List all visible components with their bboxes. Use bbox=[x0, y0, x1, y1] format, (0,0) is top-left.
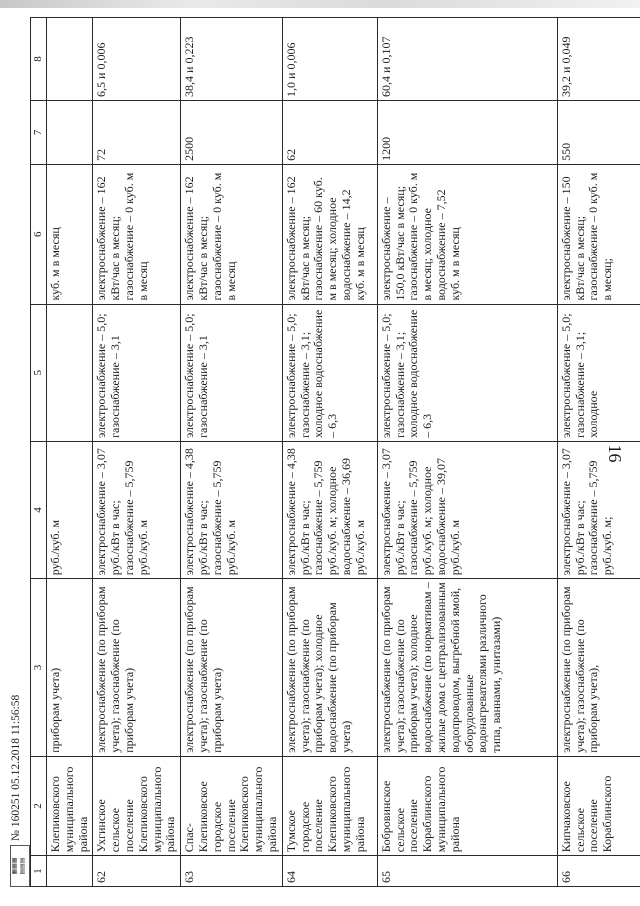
column-header: 7 bbox=[31, 100, 47, 164]
cell-basis: электроснабжение (по приборам учета); газоснабжение (по приборам учета), bbox=[557, 579, 640, 757]
document-stamp-icon: ▦▦▦ ▤▤▤ bbox=[10, 845, 30, 887]
column-header: 8 bbox=[31, 18, 47, 101]
cell-count bbox=[47, 100, 93, 164]
cell-municipality: Спас-Клепиковское городское поселение Клепиковского муниципального района bbox=[181, 756, 283, 855]
cell-municipality: Тумское городское поселение Клепиковского муниципального района bbox=[282, 756, 377, 855]
cell-basis: электроснабжение (по приборам учета); газоснабжение (по приборам учета) bbox=[93, 579, 181, 757]
cell-tariff: электроснабжение – 4,38 руб./кВт в час; газоснабжение – 5,759 руб./куб. м bbox=[181, 441, 283, 578]
cell-num bbox=[47, 856, 93, 887]
cell-num: 62 bbox=[93, 856, 181, 887]
table-row bbox=[181, 18, 283, 887]
cell-share: 39,2 и 0,049 bbox=[557, 18, 640, 101]
cell-municipality: Бобровинское сельское поселение Кораблинского муниципального района bbox=[377, 756, 557, 855]
cell-share: 38,4 и 0,223 bbox=[181, 18, 283, 101]
column-header: 5 bbox=[31, 304, 47, 441]
cell-norm: электроснабжение – 5,0; газоснабжение – 3,1 bbox=[93, 304, 181, 441]
column-header: 2 bbox=[31, 756, 47, 855]
tariff-table bbox=[30, 17, 640, 887]
cell-share: 60,4 и 0,107 bbox=[377, 18, 557, 101]
header-row bbox=[31, 18, 47, 887]
cell-count: 550 bbox=[557, 100, 640, 164]
page-number: 16 bbox=[605, 444, 625, 463]
table-row bbox=[93, 18, 181, 887]
cell-count: 1200 bbox=[377, 100, 557, 164]
cell-volume: электроснабжение – 162 кВт/час в месяц; газоснабжение – 0 куб. м в месяц bbox=[181, 164, 283, 304]
cell-share bbox=[47, 18, 93, 101]
cell-basis: электроснабжение (по приборам учета); газоснабжение (по приборам учета); холодное водоснабжение (по нормативам – жилые дома с централизованным водопроводом, выгребной ямой, оборудованные водонагревателями различного типа, ваннами, унитазами) bbox=[377, 579, 557, 757]
document-registration-ref: № 160251 05.12.2018 11:56:58 bbox=[10, 694, 22, 841]
cell-volume: электроснабжение – 162 кВт/час в месяц; газоснабжение – 60 куб. м в месяц; холодное водоснабжение – 14,2 куб. м в месяц bbox=[282, 164, 377, 304]
cell-municipality: Ухгинское сельское поселение Клепиковского муниципального района bbox=[93, 756, 181, 855]
cell-norm: электроснабжение – 5,0; газоснабжение – 3,1; холодное водоснабжение – 6,3 bbox=[282, 304, 377, 441]
cell-norm: электроснабжение – 5,0; газоснабжение – 3,1; холодное bbox=[557, 304, 640, 441]
table-row-continued bbox=[47, 18, 93, 887]
cell-basis: приборам учета) bbox=[47, 579, 93, 757]
cell-count: 2500 bbox=[181, 100, 283, 164]
cell-municipality: Клепиковского муниципального района bbox=[47, 756, 93, 855]
column-header: 4 bbox=[31, 441, 47, 578]
cell-volume: куб. м в месяц bbox=[47, 164, 93, 304]
table-row bbox=[282, 18, 377, 887]
cell-norm bbox=[47, 304, 93, 441]
table-row bbox=[377, 18, 557, 887]
cell-count: 72 bbox=[93, 100, 181, 164]
cell-tariff: электроснабжение – 3,07 руб./кВт в час; газоснабжение – 5,759 руб./куб. м bbox=[93, 441, 181, 578]
cell-num: 65 bbox=[377, 856, 557, 887]
cell-count: 62 bbox=[282, 100, 377, 164]
cell-volume: электроснабжение – 150,0 кВт/час в месяц; газоснабжение – 0 куб. м в месяц; холодное водоснабжение – 7,52 куб. м в месяц bbox=[377, 164, 557, 304]
table-row bbox=[557, 18, 640, 887]
cell-norm: электроснабжение – 5,0; газоснабжение – 3,1 bbox=[181, 304, 283, 441]
cell-num: 63 bbox=[181, 856, 283, 887]
cell-tariff: электроснабжение – 3,07 руб./кВт в час; газоснабжение – 5,759 руб./куб. м; bbox=[557, 441, 640, 578]
cell-num: 66 bbox=[557, 856, 640, 887]
cell-share: 1,0 и 0,006 bbox=[282, 18, 377, 101]
cell-basis: электроснабжение (по приборам учета); газоснабжение (по приборам учета) bbox=[181, 579, 283, 757]
cell-basis: электроснабжение (по приборам учета); газоснабжение (по приборам учета); холодное водоснабжение (по приборам учета) bbox=[282, 579, 377, 757]
cell-tariff: руб./куб. м bbox=[47, 441, 93, 578]
cell-num: 64 bbox=[282, 856, 377, 887]
cell-share: 6,5 и 0,006 bbox=[93, 18, 181, 101]
cell-norm: электроснабжение – 5,0; газоснабжение – 3,1; холодное водоснабжение – 6,3 bbox=[377, 304, 557, 441]
cell-volume: электроснабжение – 150 кВт/час в месяц; газоснабжение – 0 куб. м в месяц; bbox=[557, 164, 640, 304]
column-header: 6 bbox=[31, 164, 47, 304]
cell-tariff: электроснабжение – 3,07 руб./кВт в час; газоснабжение – 5,759 руб./куб. м; холодное водоснабжение – 39,07 руб./куб. м bbox=[377, 441, 557, 578]
column-header: 1 bbox=[31, 856, 47, 887]
column-header: 3 bbox=[31, 579, 47, 757]
cell-volume: электроснабжение – 162 кВт/час в месяц; газоснабжение – 0 куб. м в месяц bbox=[93, 164, 181, 304]
cell-tariff: электроснабжение – 4,38 руб./кВт в час; газоснабжение – 5,759 руб./куб. м; холодное водоснабжение – 36,69 руб./куб. м bbox=[282, 441, 377, 578]
cell-municipality: Кипчаковское сельское поселение Кораблинского bbox=[557, 756, 640, 855]
